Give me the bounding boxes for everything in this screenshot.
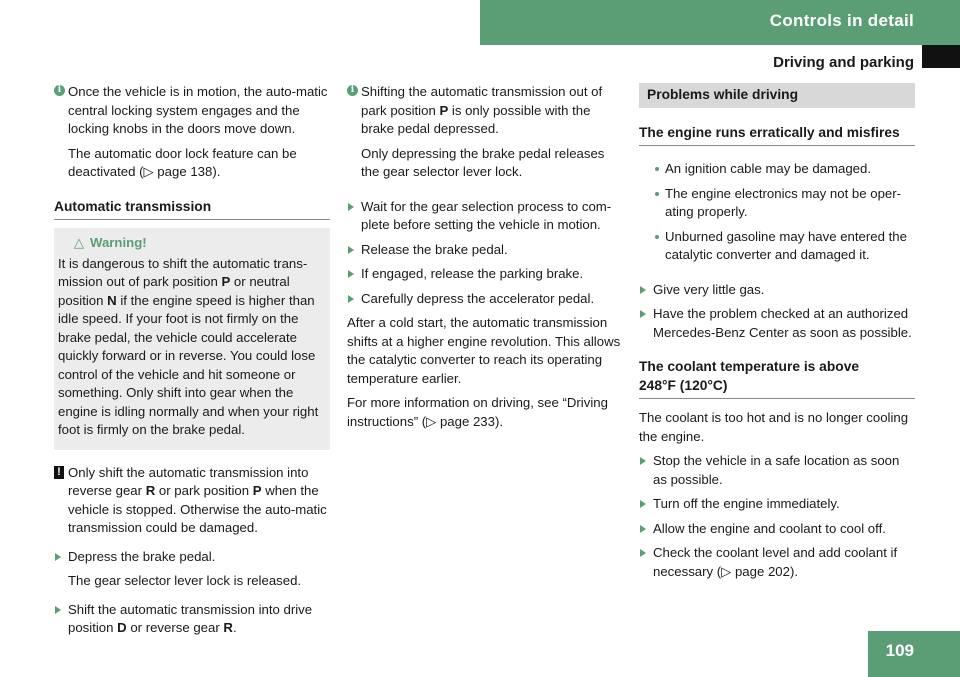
- bullet-dot-icon: [655, 192, 659, 196]
- arrow-icon: [348, 295, 354, 303]
- list-item: Have the problem checked at an authorized Mercedes-Benz Center as soon as possible.: [639, 305, 915, 342]
- info-icon: i: [347, 85, 358, 96]
- arrow-icon: [640, 500, 646, 508]
- arrow-icon: [348, 246, 354, 254]
- paragraph: For more information on driving, see “Driving instructions” (▷ page 233).: [347, 395, 608, 429]
- list-item: Turn off the engine immediately.: [639, 495, 915, 514]
- paragraph: After a cold start, the automatic transmission shifts at a higher engine revolution. This allows the catalytic converter to reach its operating temperature earlier.: [347, 315, 621, 386]
- subsection-heading: The engine runs erratically and misfires: [639, 124, 915, 147]
- problems-heading: Problems while driving: [639, 83, 915, 108]
- list-item: The engine electronics may not be oper-ating properly.: [653, 185, 915, 222]
- notice-text: Only shift the automatic transmission into reverse gear R or park position P when the vehicle is stopped. Otherwise the auto-matic transmission could be damaged.: [68, 464, 327, 535]
- arrow-icon: [640, 286, 646, 294]
- info-note: [347, 83, 623, 182]
- column-right: [639, 83, 915, 587]
- info-text: Once the vehicle is in motion, the auto-matic central locking system engages and the locking knobs in the doors move down.: [68, 84, 328, 136]
- arrow-icon: [640, 549, 646, 557]
- warning-triangle-icon: △: [73, 235, 85, 250]
- column-middle: [347, 83, 623, 437]
- list-item: If engaged, release the parking brake.: [347, 265, 623, 284]
- list-item: Wait for the gear selection process to com-plete before setting the vehicle in motion.: [347, 198, 623, 235]
- list-item: Check the coolant level and add coolant if necessary (▷ page 202).: [639, 544, 915, 581]
- info-text: Only depressing the brake pedal releases the gear selector lever lock.: [361, 145, 605, 179]
- arrow-icon: [55, 553, 61, 561]
- info-icon: i: [54, 85, 65, 96]
- list-item: Give very little gas.: [639, 281, 915, 300]
- list-item: Carefully depress the accelerator pedal.: [347, 290, 623, 309]
- list-item: Allow the engine and coolant to cool off.: [639, 520, 915, 539]
- list-item: Shift the automatic transmission into drive position D or reverse gear R.: [54, 601, 330, 638]
- notice-note: [54, 464, 330, 538]
- exclamation-icon: !: [54, 466, 64, 479]
- list-item: Depress the brake pedal.: [54, 548, 330, 567]
- column-left: [54, 83, 330, 644]
- arrow-icon: [640, 525, 646, 533]
- bullet-dot-icon: [655, 235, 659, 239]
- list-item: Stop the vehicle in a safe location as soon as possible.: [639, 452, 915, 489]
- subsection-heading: The coolant temperature is above 248°F (120°C): [639, 358, 915, 399]
- warning-text: It is dangerous to shift the automatic trans-mission out of park position P or neutral position N if the engine speed is higher than idle speed. If your foot is not firmly on the brake pedal, the vehicle could accelerate quickly forward or in reverse. You could lose control of the vehicle and hit someone or something. Only shift into gear when the engine is idling normally and when your right foot is firmly on the brake pedal.: [58, 255, 319, 437]
- arrow-icon: [55, 606, 61, 614]
- list-item: Unburned gasoline may have entered the catalytic converter and damaged it.: [653, 228, 915, 265]
- paragraph: The coolant is too hot and is no longer cooling the engine.: [639, 410, 909, 444]
- chapter-title: Controls in detail: [769, 11, 914, 30]
- step-result: The gear selector lever lock is released.: [68, 573, 302, 588]
- warning-box: [54, 228, 330, 450]
- info-text: The automatic door lock feature can be deactivated (▷ page 138).: [68, 145, 297, 179]
- info-text: Shifting the automatic transmission out of park position P is only possible with the brake pedal depressed.: [361, 84, 603, 136]
- arrow-icon: [640, 457, 646, 465]
- section-subtitle: Driving and parking: [773, 54, 914, 71]
- list-item: Release the brake pedal.: [347, 241, 623, 260]
- list-item: An ignition cable may be damaged.: [653, 160, 915, 179]
- info-note: [54, 83, 330, 182]
- warning-title: △ Warning!: [72, 234, 326, 253]
- page-number: 109: [868, 631, 960, 677]
- arrow-icon: [640, 310, 646, 318]
- bullet-dot-icon: [655, 167, 659, 171]
- arrow-icon: [348, 203, 354, 211]
- arrow-icon: [348, 270, 354, 278]
- corner-marker: [922, 45, 960, 68]
- section-heading: Automatic transmission: [54, 198, 330, 221]
